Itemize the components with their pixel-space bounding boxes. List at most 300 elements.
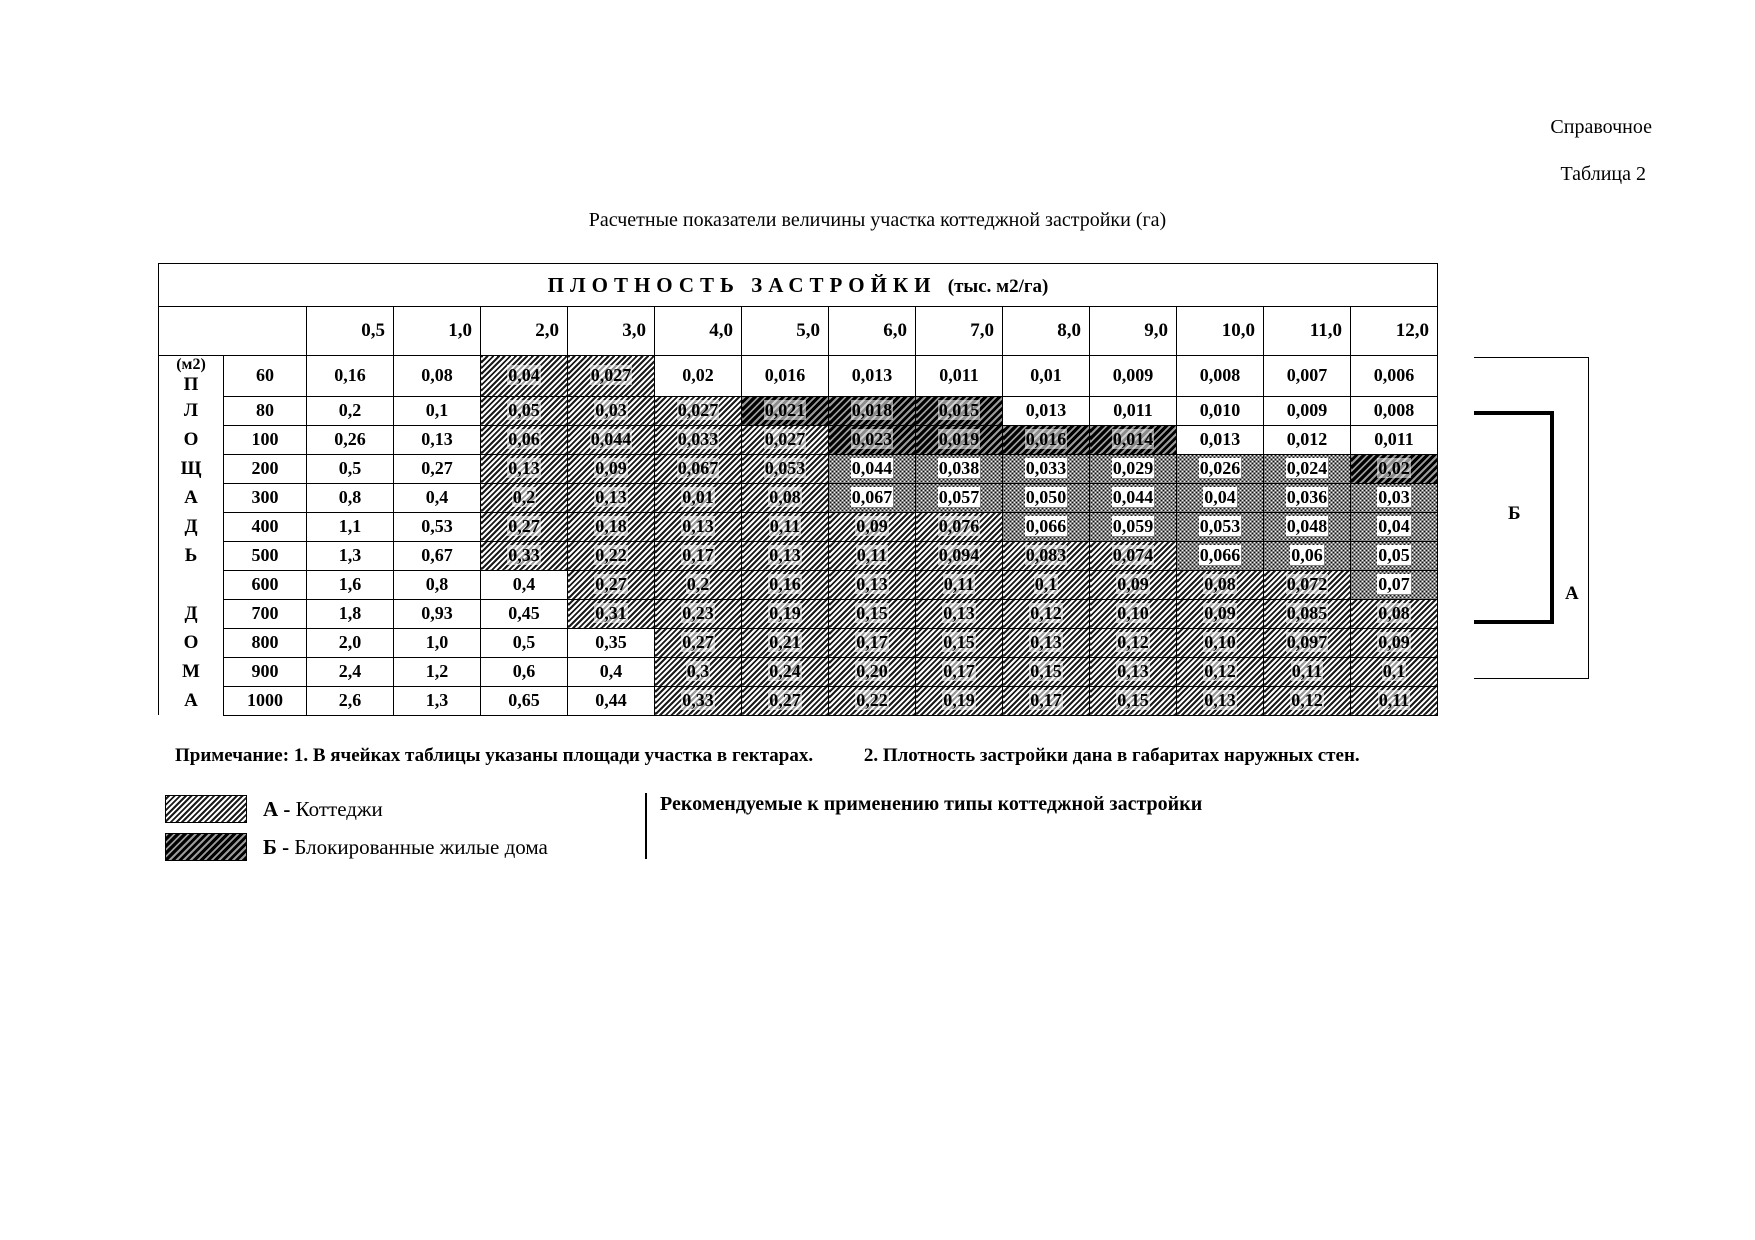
density-header-cell: 8,0 <box>1003 307 1090 356</box>
value-cell <box>916 686 1003 715</box>
value-text: 0,044 <box>851 458 893 478</box>
value-text: 0,20 <box>856 661 888 681</box>
value-cell <box>655 425 742 454</box>
value-cell <box>568 541 655 570</box>
table-row <box>159 425 1438 454</box>
value-cell <box>742 657 829 686</box>
density-header-cell: 0,5 <box>307 307 394 356</box>
value-text: 1,0 <box>425 632 449 652</box>
value-text: 0,018 <box>851 400 893 420</box>
value-cell <box>1090 512 1177 541</box>
legend-swatch-a <box>165 795 247 823</box>
value-cell <box>829 396 916 425</box>
value-text: 0,11 <box>1291 661 1323 681</box>
side-letter-text: Д <box>184 515 198 537</box>
table-row <box>159 599 1438 628</box>
value-cell <box>1177 657 1264 686</box>
side-letter-text: А <box>184 486 198 508</box>
value-cell <box>742 628 829 657</box>
value-cell <box>1177 512 1264 541</box>
side-letter <box>159 686 224 715</box>
value-cell <box>394 628 481 657</box>
value-text: 0,06 <box>508 429 540 449</box>
header-corner <box>159 307 307 356</box>
side-letter-text: А <box>184 689 198 711</box>
side-letter <box>159 454 224 483</box>
value-text: 0,13 <box>682 516 714 536</box>
side-letter <box>159 570 224 599</box>
value-text: 0,5 <box>512 632 536 652</box>
value-text: 2,0 <box>338 632 362 652</box>
table-row <box>159 541 1438 570</box>
value-text: 0,33 <box>682 690 714 710</box>
value-cell <box>394 356 481 397</box>
value-text: 0,013 <box>851 365 893 386</box>
value-cell <box>307 541 394 570</box>
value-text: 1,8 <box>338 603 362 623</box>
value-text: 0,65 <box>508 690 540 710</box>
value-text: 0,013 <box>1025 400 1067 420</box>
area-cell: 100 <box>224 425 307 454</box>
value-text: 0,006 <box>1373 365 1415 386</box>
value-text: 0,11 <box>856 545 888 565</box>
value-cell <box>1177 628 1264 657</box>
side-letter <box>159 483 224 512</box>
value-cell <box>829 512 916 541</box>
value-text: 0,05 <box>508 400 540 420</box>
note-1: Примечание: 1. В ячейках таблицы указаны площади участка в гектарах. <box>175 745 814 766</box>
value-text: 0,12 <box>1204 661 1236 681</box>
value-cell <box>568 599 655 628</box>
value-cell <box>1351 686 1438 715</box>
value-text: 0,17 <box>856 632 888 652</box>
value-cell <box>481 356 568 397</box>
value-cell <box>1264 628 1351 657</box>
value-text: 2,6 <box>338 690 362 710</box>
value-text: 0,053 <box>764 458 806 478</box>
value-text: 0,13 <box>856 574 888 594</box>
value-cell <box>829 483 916 512</box>
value-cell <box>1090 483 1177 512</box>
value-cell <box>742 686 829 715</box>
table-row <box>159 686 1438 715</box>
table-row <box>159 396 1438 425</box>
value-text: 0,53 <box>421 516 453 536</box>
value-text: 0,066 <box>1025 516 1067 536</box>
side-letter-text: О <box>183 428 199 450</box>
value-cell <box>916 483 1003 512</box>
side-letter <box>159 541 224 570</box>
value-cell <box>481 396 568 425</box>
value-cell <box>1264 425 1351 454</box>
value-text: 1,2 <box>425 661 449 681</box>
area-cell: 600 <box>224 570 307 599</box>
value-text: 0,094 <box>938 545 980 565</box>
value-cell <box>394 454 481 483</box>
value-text: 0,4 <box>512 574 536 594</box>
page-title: Расчетные показатели величины участка коттеджной застройки (га) <box>588 209 1167 231</box>
value-cell <box>481 512 568 541</box>
table-number: Таблица 2 <box>1560 163 1646 185</box>
value-cell <box>568 425 655 454</box>
value-text: 0,008 <box>1199 365 1241 386</box>
value-cell <box>1003 657 1090 686</box>
value-text: 0,13 <box>1030 632 1062 652</box>
value-text: 0,009 <box>1112 365 1154 386</box>
value-cell <box>829 356 916 397</box>
value-cell <box>1177 541 1264 570</box>
value-cell <box>916 425 1003 454</box>
value-text: 0,13 <box>943 603 975 623</box>
value-cell <box>916 356 1003 397</box>
value-cell <box>1264 512 1351 541</box>
value-text: 0,15 <box>1030 661 1062 681</box>
value-cell <box>1090 541 1177 570</box>
table-notes <box>175 745 1575 767</box>
value-text: 0,010 <box>1199 400 1241 420</box>
value-cell <box>916 570 1003 599</box>
value-cell <box>481 483 568 512</box>
value-cell <box>655 396 742 425</box>
value-text: 0,027 <box>677 400 719 420</box>
legend-item-a <box>165 795 383 823</box>
value-text: 0,072 <box>1286 574 1328 594</box>
value-cell <box>742 512 829 541</box>
value-text: 0,04 <box>508 365 540 386</box>
value-cell <box>1351 425 1438 454</box>
side-letter-text: Щ <box>180 457 202 479</box>
value-cell <box>307 512 394 541</box>
value-cell <box>568 686 655 715</box>
value-cell <box>1264 541 1351 570</box>
value-text: 0,059 <box>1112 516 1154 536</box>
value-text: 0,4 <box>425 487 449 507</box>
value-cell <box>481 425 568 454</box>
legend-divider <box>645 793 647 859</box>
area-cell: 400 <box>224 512 307 541</box>
value-text: 0,024 <box>1286 458 1328 478</box>
value-text: 0,6 <box>512 661 536 681</box>
value-cell <box>829 657 916 686</box>
value-cell <box>394 541 481 570</box>
value-cell <box>1351 570 1438 599</box>
value-cell <box>742 425 829 454</box>
value-text: 0,22 <box>856 690 888 710</box>
value-cell <box>481 541 568 570</box>
value-text: 1,3 <box>425 690 449 710</box>
legend-label-b: Блокированные жилые дома <box>294 834 548 859</box>
value-text: 0,021 <box>764 400 806 420</box>
value-cell <box>742 570 829 599</box>
area-cell: 800 <box>224 628 307 657</box>
value-cell <box>1264 686 1351 715</box>
value-text: 0,22 <box>595 545 627 565</box>
value-cell <box>829 454 916 483</box>
value-cell <box>655 570 742 599</box>
value-text: 0,011 <box>939 365 979 386</box>
value-cell <box>916 512 1003 541</box>
value-cell <box>742 396 829 425</box>
table-row <box>159 657 1438 686</box>
value-text: 0,016 <box>764 365 806 386</box>
area-cell: 80 <box>224 396 307 425</box>
recommended-caption: Рекомендуемые к применению типы коттеджной застройки <box>660 793 1203 815</box>
density-header-row <box>159 307 1438 356</box>
value-cell <box>568 512 655 541</box>
value-cell <box>1177 425 1264 454</box>
value-cell <box>655 599 742 628</box>
value-text: 0,2 <box>512 487 536 507</box>
value-text: 0,09 <box>1117 574 1149 594</box>
value-cell <box>1177 599 1264 628</box>
value-cell <box>742 356 829 397</box>
value-cell <box>307 657 394 686</box>
value-cell <box>1003 512 1090 541</box>
area-cell: 1000 <box>224 686 307 715</box>
value-cell <box>1351 628 1438 657</box>
value-text: 0,066 <box>1199 545 1241 565</box>
value-text: 0,09 <box>1204 603 1236 623</box>
value-text: 0,048 <box>1286 516 1328 536</box>
value-text: 0,007 <box>1286 365 1328 386</box>
value-text: 0,15 <box>856 603 888 623</box>
value-cell <box>1351 454 1438 483</box>
value-text: 0,10 <box>1204 632 1236 652</box>
table-title-row <box>159 264 1438 307</box>
value-text: 0,033 <box>677 429 719 449</box>
value-cell <box>394 425 481 454</box>
value-cell <box>307 425 394 454</box>
value-text: 0,011 <box>1113 400 1153 420</box>
side-letter <box>159 628 224 657</box>
value-text: 0,009 <box>1286 400 1328 420</box>
value-text: 0,93 <box>421 603 453 623</box>
legend-item-b <box>165 833 548 861</box>
density-header-cell: 9,0 <box>1090 307 1177 356</box>
value-text: 0,033 <box>1025 458 1067 478</box>
side-letter-text: О <box>183 631 199 653</box>
value-text: 0,01 <box>1030 365 1062 386</box>
value-text: 0,10 <box>1117 603 1149 623</box>
value-text: 0,03 <box>595 400 627 420</box>
value-text: 0,01 <box>682 487 714 507</box>
value-text: 0,019 <box>938 429 980 449</box>
area-cell: 500 <box>224 541 307 570</box>
value-cell <box>916 657 1003 686</box>
density-header-cell: 12,0 <box>1351 307 1438 356</box>
value-text: 0,12 <box>1030 603 1062 623</box>
value-cell <box>568 483 655 512</box>
density-header-cell: 3,0 <box>568 307 655 356</box>
value-cell <box>1090 425 1177 454</box>
side-letter-text: Д <box>184 602 198 624</box>
value-text: 0,3 <box>686 661 710 681</box>
density-table-figure <box>158 263 1579 716</box>
value-cell <box>481 686 568 715</box>
value-text: 0,038 <box>938 458 980 478</box>
area-cell: 300 <box>224 483 307 512</box>
value-cell <box>568 628 655 657</box>
value-cell <box>742 483 829 512</box>
value-cell <box>916 541 1003 570</box>
zone-a-bracket <box>1474 357 1589 679</box>
value-text: 0,18 <box>595 516 627 536</box>
side-letter <box>159 425 224 454</box>
value-cell <box>829 570 916 599</box>
value-cell <box>1177 454 1264 483</box>
table-row <box>159 570 1438 599</box>
value-cell <box>307 570 394 599</box>
value-text: 0,27 <box>682 632 714 652</box>
value-text: 0,11 <box>769 516 801 536</box>
value-text: 0,17 <box>943 661 975 681</box>
value-text: 0,027 <box>590 365 632 386</box>
value-text: 0,067 <box>851 487 893 507</box>
value-cell <box>655 454 742 483</box>
value-cell <box>481 657 568 686</box>
table-row <box>159 454 1438 483</box>
value-text: 0,097 <box>1286 632 1328 652</box>
value-cell <box>1351 396 1438 425</box>
side-letter <box>159 396 224 425</box>
value-cell <box>829 686 916 715</box>
value-cell <box>307 356 394 397</box>
value-cell <box>1003 396 1090 425</box>
value-cell <box>1003 686 1090 715</box>
value-text: 0,13 <box>508 458 540 478</box>
value-cell <box>307 686 394 715</box>
density-title: ПЛОТНОСТЬ ЗАСТРОЙКИ (тыс. м2/га) <box>159 264 1438 307</box>
value-text: 0,16 <box>769 574 801 594</box>
value-text: 1,3 <box>338 545 362 565</box>
side-letter <box>159 356 224 397</box>
side-letter-text: Ь <box>184 544 198 566</box>
value-cell <box>1177 396 1264 425</box>
value-cell <box>1264 483 1351 512</box>
value-cell <box>394 512 481 541</box>
value-text: 0,45 <box>508 603 540 623</box>
value-text: 0,044 <box>1112 487 1154 507</box>
value-cell <box>481 454 568 483</box>
value-text: 0,08 <box>1378 603 1410 623</box>
value-text: 0,11 <box>1378 690 1410 710</box>
value-text: 0,16 <box>334 365 366 386</box>
legend-swatch-b <box>165 833 247 861</box>
value-cell <box>655 541 742 570</box>
value-cell <box>481 570 568 599</box>
value-cell <box>655 628 742 657</box>
value-text: 0,08 <box>769 487 801 507</box>
value-cell <box>1264 454 1351 483</box>
value-text: 0,008 <box>1373 400 1415 420</box>
value-text: 0,057 <box>938 487 980 507</box>
value-cell <box>1177 570 1264 599</box>
value-cell <box>307 454 394 483</box>
value-text: 0,016 <box>1025 429 1067 449</box>
value-cell <box>394 599 481 628</box>
value-text: 0,013 <box>1199 429 1241 449</box>
value-cell <box>829 541 916 570</box>
value-cell <box>1090 356 1177 397</box>
value-cell <box>1351 483 1438 512</box>
value-text: 1,1 <box>338 516 362 536</box>
reference-label: Справочное <box>1550 116 1652 138</box>
value-text: 0,35 <box>595 632 627 652</box>
value-text: 0,23 <box>682 603 714 623</box>
value-text: 0,15 <box>943 632 975 652</box>
density-header-cell: 5,0 <box>742 307 829 356</box>
value-cell <box>655 356 742 397</box>
value-cell <box>1264 657 1351 686</box>
value-cell <box>742 541 829 570</box>
value-cell <box>1090 454 1177 483</box>
value-text: 0,27 <box>769 690 801 710</box>
value-text: 2,4 <box>338 661 362 681</box>
side-letter <box>159 599 224 628</box>
value-text: 0,27 <box>595 574 627 594</box>
density-header-cell: 4,0 <box>655 307 742 356</box>
legend-key-b: Б - <box>263 834 290 859</box>
value-cell <box>1003 570 1090 599</box>
value-cell <box>394 570 481 599</box>
value-text: 0,1 <box>1034 574 1058 594</box>
value-text: 0,09 <box>856 516 888 536</box>
value-cell <box>568 657 655 686</box>
value-text: 0,17 <box>682 545 714 565</box>
value-cell <box>1003 483 1090 512</box>
value-cell <box>1264 599 1351 628</box>
value-cell <box>394 396 481 425</box>
value-text: 0,13 <box>769 545 801 565</box>
density-header-cell: 6,0 <box>829 307 916 356</box>
value-text: 0,13 <box>1117 661 1149 681</box>
value-text: 0,053 <box>1199 516 1241 536</box>
value-cell <box>829 425 916 454</box>
value-cell <box>1090 686 1177 715</box>
value-text: 0,027 <box>764 429 806 449</box>
value-text: 0,26 <box>334 429 366 449</box>
value-text: 0,1 <box>425 400 449 420</box>
value-cell <box>1264 396 1351 425</box>
value-text: 0,5 <box>338 458 362 478</box>
value-text: 0,015 <box>938 400 980 420</box>
value-cell <box>1351 356 1438 397</box>
value-text: 0,67 <box>421 545 453 565</box>
value-cell <box>742 599 829 628</box>
area-unit: (м2) <box>176 356 206 373</box>
value-cell <box>1003 628 1090 657</box>
value-cell <box>307 483 394 512</box>
value-cell <box>1351 541 1438 570</box>
value-cell <box>1090 396 1177 425</box>
value-cell <box>1351 657 1438 686</box>
value-text: 0,19 <box>769 603 801 623</box>
value-text: 0,029 <box>1112 458 1154 478</box>
density-header-cell: 1,0 <box>394 307 481 356</box>
value-cell <box>916 628 1003 657</box>
legend-key-a: А - <box>263 796 291 821</box>
value-cell <box>1003 454 1090 483</box>
value-cell <box>394 686 481 715</box>
value-cell <box>1177 483 1264 512</box>
value-text: 0,06 <box>1291 545 1323 565</box>
value-cell <box>829 599 916 628</box>
value-text: 0,050 <box>1025 487 1067 507</box>
value-text: 0,12 <box>1117 632 1149 652</box>
value-text: 0,02 <box>682 365 714 386</box>
value-text: 0,012 <box>1286 429 1328 449</box>
value-cell <box>568 356 655 397</box>
